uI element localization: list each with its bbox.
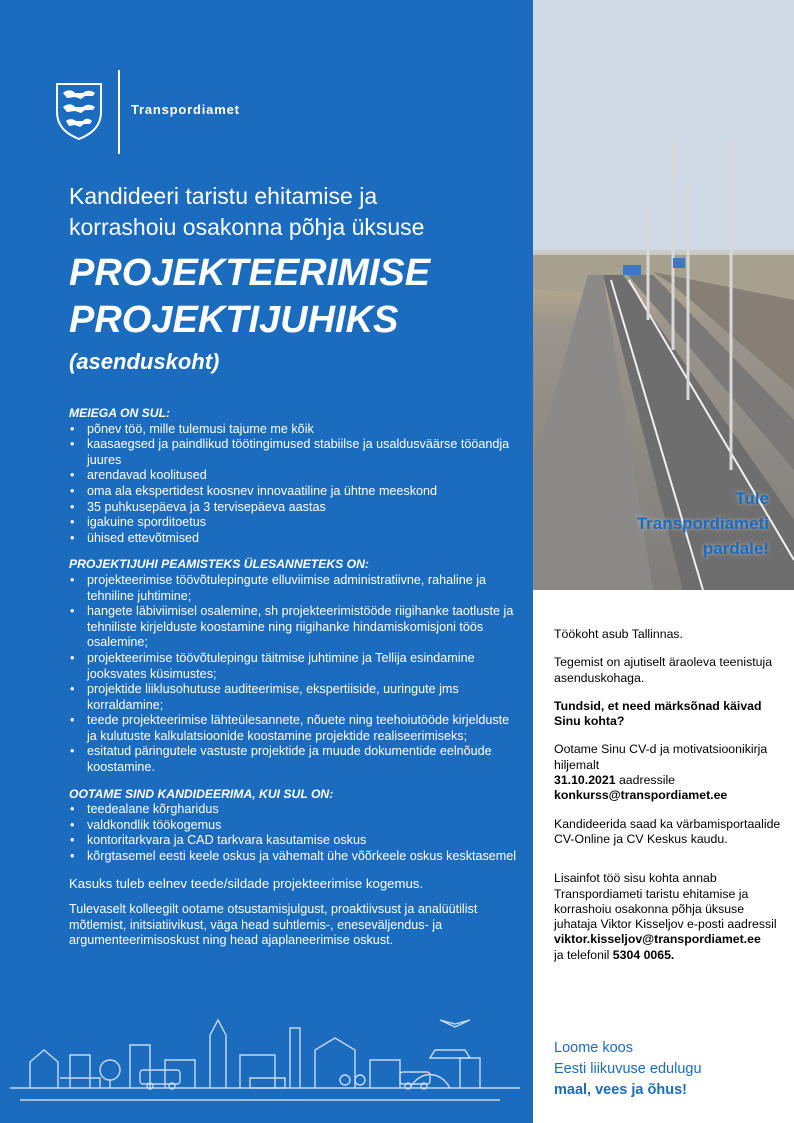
logo-divider — [118, 70, 120, 154]
list-item: • kaasaegsed ja paindlikud töötingimused stabiilse ja usaldusväärse tööandja juures — [69, 437, 517, 468]
list-item: • oma ala ekspertidest koosnev innovaatiline ja ühtne meeskond — [69, 484, 517, 500]
apply-mid: aadressile — [615, 773, 676, 788]
contact-email-link[interactable]: viktor.kisseljov@transpordiamet.ee — [554, 932, 761, 947]
advantage-text: Kasuks tuleb eelnev teede/sildade projekteerimise kogemus. — [69, 875, 424, 891]
list-item: • igakuine sporditoetus — [69, 515, 517, 531]
slogan-line: Eesti liikuvuse edulugu — [554, 1061, 702, 1077]
slogan-line: maal, vees ja õhus! — [554, 1082, 687, 1098]
job-description — [69, 406, 517, 949]
list-item: • kontoritarkvara ja CAD tarkvara kasutamise oskus — [69, 833, 517, 849]
offer-title: MEIEGA ON SUL: — [69, 406, 171, 420]
temporary-text: Tegemist on ajutiselt äraoleva teenistuja asenduskohaga. — [554, 655, 773, 685]
headline-intro — [69, 181, 509, 243]
job-subtitle: (asenduskoht) — [69, 349, 220, 374]
tagline — [637, 486, 769, 561]
tasks-title: PROJEKTIJUHI PEAMISTEKS ÜLESANNETEKS ON: — [69, 557, 369, 572]
apply-pre: Ootame Sinu CV-d ja motivatsioonikirja hiljemalt — [554, 742, 768, 772]
list-item: • arendavad koolitused — [69, 468, 517, 484]
offer-list — [69, 422, 517, 547]
coat-of-arms-icon — [55, 82, 103, 140]
job-title-line: PROJEKTEERIMISE — [69, 252, 431, 294]
right-panel — [533, 590, 794, 1123]
tagline-line: Transpordiameti — [636, 514, 769, 533]
tasks-list — [69, 573, 517, 776]
apply-text — [554, 742, 786, 803]
slogan-line: Loome koos — [554, 1040, 633, 1056]
tagline-line: Tule — [735, 489, 769, 508]
phone-number[interactable]: 5304 0065. — [612, 947, 675, 962]
deadline: 31.10.2021 — [554, 773, 616, 788]
phone-pre: ja telefonil — [554, 947, 613, 962]
expectations-text: Tulevaselt kolleegilt ootame otsustamisjulgust, proaktiivsust ja analüütilist mõtlemist, initsiatiivikust, väga head suhtlemis-, eneseväljendus- ja argumenteerimisoskust ning head ajaplaneerimise oskust. — [69, 902, 478, 948]
list-item: • valdkondlik töökogemus — [69, 818, 517, 834]
apply-email-link[interactable]: konkurss@transpordiamet.ee — [554, 788, 728, 803]
job-title-line: PROJEKTIJUHIKS — [69, 299, 399, 341]
contact-info: Lisainfot töö sisu kohta annab Transpordiameti taristu ehitamise ja korrashoiu osakonna põhja üksuse juhataja Viktor Kisseljov e-posti aadressil — [554, 871, 777, 932]
list-item: • kõrgtasemel eesti keele oskus ja vähemalt ühe võõrkeele oskus kesktasemel — [69, 849, 517, 865]
requirements-list — [69, 802, 517, 864]
intro-line: korrashoiu osakonna põhja üksuse — [69, 214, 425, 240]
list-item: • projekteerimise töövõtulepingu täitmise juhtimine ja Tellija esindamine jooksvates küsimustes; — [69, 651, 517, 682]
portals-text: Kandideerida saad ka värbamisportaalide CV-Online ja CV Keskus kaudu. — [554, 816, 781, 846]
application-info — [554, 627, 786, 976]
list-item: • projekteerimise töövõtulepingute elluviimise administratiivne, rahaline ja tehniline juhtimine; — [69, 573, 517, 604]
contact-text — [554, 871, 786, 963]
list-item: • 35 puhkusepäeva ja 3 tervisepäeva aastas — [69, 500, 517, 516]
requirements-title: OOTAME SIND KANDIDEERIMA, KUI SUL ON: — [69, 786, 334, 801]
city-skyline-illustration — [0, 1000, 533, 1123]
list-item: • esitatud päringutele vastuste projektide ja muude dokumentide eelnõude koostamine. — [69, 744, 517, 775]
list-item: • projektide liiklusohutuse auditeerimise, ekspertiiside, uuringute jms korraldamine; — [69, 682, 517, 713]
slogan — [554, 1038, 702, 1101]
list-item: • teedealane kõrgharidus — [69, 802, 517, 818]
list-item: • teede projekteerimise lähteülesannete, nõuete ning teehoiutööde kirjelduste ja kulutuste kalkulatsioonide koostamine projektide realiseerimiseks; — [69, 713, 517, 744]
intro-line: Kandideeri taristu ehitamise ja — [69, 183, 378, 209]
job-title — [69, 250, 509, 344]
brand-name: Transpordiamet — [131, 102, 240, 117]
question-text: Tundsid, et need märksõnad käivad Sinu kohta? — [554, 698, 762, 729]
list-item: • ühised ettevõtmised — [69, 531, 517, 547]
tagline-line: pardale! — [702, 539, 769, 558]
list-item: • põnev töö, mille tulemusi tajume me kõik — [69, 422, 517, 438]
list-item: • hangete läbiviimisel osalemine, sh projekteerimistööde riigihanke taotluste ja tehniliste kirjelduste koostamine ning riigihanke hindamiskomisjoni töös osalemine; — [69, 604, 517, 651]
location-text: Töökoht asub Tallinnas. — [554, 627, 683, 641]
